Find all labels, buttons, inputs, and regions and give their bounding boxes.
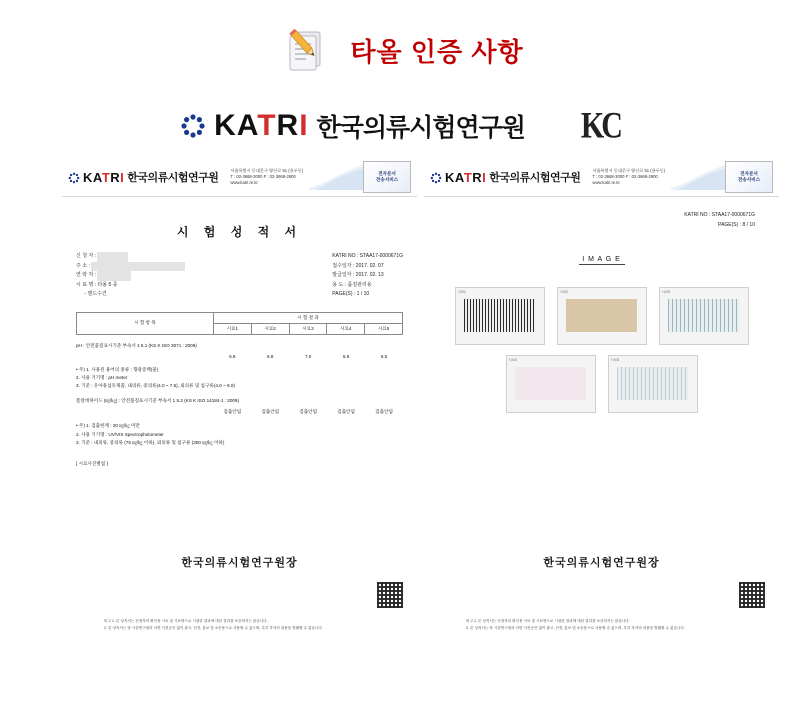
meta-pages: PAGE(S) : 1 / 10: [332, 291, 370, 297]
brand-logo-row: [0, 104, 800, 148]
letterhead-wordmark: KATRI: [83, 169, 125, 185]
image-section-title: I M A G E: [579, 256, 625, 265]
test-row-ph-item: pH : 안전품질표시기준 부속서 1 5.1 (KS K ISO 3071 : 2009): [76, 342, 197, 348]
col-test-item: 시 험 항 목: [77, 312, 214, 334]
meta-issue-date: 발급일자 : 2017. 02. 13: [332, 272, 384, 278]
letterhead-address: [230, 168, 303, 186]
field-value: 타올 5 종: [97, 281, 118, 288]
photo-swatch: [566, 299, 636, 331]
page-title: 타올 인증 사항: [350, 36, 524, 67]
col-sample-3: 시료3: [289, 323, 327, 334]
test-result-table: [76, 312, 403, 335]
letterhead-swoosh-graphic: [671, 162, 727, 190]
note-line: 2. 사용 기기명 : pH meter: [76, 374, 128, 380]
fa-value-1: 검출안됨: [223, 409, 242, 415]
redacted-value: [91, 262, 185, 272]
katri-mark-icon: [430, 171, 442, 183]
report-identifiers: [332, 252, 403, 300]
address-line-2: T : 02-3668-3000 F : 02-3668-2900: [592, 173, 658, 179]
meta-pages: PAGE(S) : 8 / 10: [718, 221, 755, 228]
col-sample-4: 시료4: [327, 323, 365, 334]
note-line: 2. 사용 기기명 : UV/VIS Spectrophotometer: [76, 431, 164, 437]
badge-line-2: 전송서비스: [375, 177, 399, 182]
field-label: 연 락 처: [76, 272, 94, 278]
address-line-1: 서울특별시 동대문구 왕산로 51 (용두동): [230, 167, 304, 173]
footer-notes: [440, 618, 763, 632]
field-address: 주 소 :: [76, 262, 185, 272]
sample-photo-5: [608, 355, 698, 413]
photo-caption: 시료5: [610, 358, 619, 362]
ph-value-1: 6.9: [229, 353, 236, 359]
note-line: 3. 기준 : 내의류, 중의류 (75 ㎎/㎏ 이하), 외의류 및 침구류 (300 ㎎/㎏ 이하): [76, 439, 225, 445]
report-title: 시 험 성 적 서: [176, 225, 303, 239]
meta-purpose: 용 도 : 품질관리용: [332, 281, 372, 288]
meta-value: 2017. 02. 13: [355, 272, 384, 278]
col-sample-1: 시료1: [213, 323, 251, 334]
badge-line-1: 전자문서: [378, 171, 396, 177]
meta-katri-no: KATRI NO : STAA17-0000671G: [332, 253, 403, 259]
test-row-formaldehyde-item: 폼알데하이드 (㎎/㎏) : 안전품질표시기준 부속서 1 5.2 (KS K ISO 14184-1 : 2009): [76, 398, 240, 404]
col-test-result: 시 험 결 과: [213, 312, 402, 323]
address-line-1: 서울특별시 동대문구 왕산로 51 (용두동): [592, 167, 666, 173]
ph-value-2: 6.8: [267, 353, 274, 359]
meta-value: 1 / 10: [356, 291, 370, 297]
meta-value: STAA17-0000671G: [359, 253, 403, 259]
test-report-page-8: [424, 158, 779, 642]
qr-code-icon: [739, 582, 765, 608]
ph-value-4: 6.8: [342, 353, 350, 359]
report-meta-block: [76, 252, 403, 300]
kc-mark-icon: KC: [580, 104, 620, 146]
applicant-fields: [76, 252, 185, 300]
letterhead-address: [592, 168, 665, 186]
fa-value-4: 검출안됨: [337, 409, 355, 415]
badge-line-2: 전송서비스: [737, 177, 761, 182]
field-label: 주 소: [76, 262, 88, 269]
test-row-formaldehyde-values: [76, 407, 403, 417]
letterhead-swoosh-graphic: [309, 162, 365, 190]
photo-swatch: [515, 367, 585, 399]
field-value: - 핸드수건: [84, 291, 107, 297]
photo-swatch: [668, 299, 738, 331]
field-contact: 연 락 처 :: [76, 271, 185, 281]
field-sample-sub: [76, 290, 185, 300]
meta-label: 발급일자: [332, 272, 352, 278]
page1-body: [62, 197, 417, 467]
address-line-3: www.katri.re.kr: [592, 180, 620, 186]
letterhead-korean-name: 한국의류시험연구원: [489, 172, 581, 184]
katri-logo: [180, 108, 525, 144]
test-report-page-1: [62, 158, 417, 642]
footer-note-line: 비고 1. 본 성적서는 신청자의 확인용 시료 및 시료명으로 시험한 결과에 대한 결과를 보증하지는 않습니다.: [104, 619, 268, 624]
meta-value: 8 / 10: [742, 221, 755, 228]
test-row-ph-values: [76, 352, 403, 361]
sample-photo-1: [455, 287, 545, 345]
meta-label: KATRI NO: [332, 253, 356, 259]
redacted-value: [97, 271, 131, 281]
notes-ph: [76, 366, 403, 391]
page-header: [0, 18, 800, 82]
ph-value-5: 6.5: [380, 353, 388, 359]
meta-value: 품질관리용: [347, 281, 372, 288]
fa-value-3: 검출안됨: [299, 409, 318, 415]
photo-caption: 시료3: [661, 290, 670, 294]
address-line-3: www.katri.re.kr: [230, 180, 258, 186]
field-applicant: 신 청 자 :: [76, 252, 185, 262]
field-label: 신 청 자: [76, 253, 94, 259]
field-sample-name: 시 료 명 : 타올 5 종: [76, 281, 118, 288]
meta-value: 2017. 02. 07: [355, 262, 384, 269]
meta-label: KATRI NO: [684, 212, 708, 218]
table-header-row: [77, 312, 403, 323]
sample-photo-3: [659, 287, 749, 345]
signature-name: 한국의류시험연구원장: [543, 557, 660, 570]
letterhead-korean-name: 한국의류시험연구원: [127, 172, 219, 184]
katri-mark-icon: [180, 113, 206, 139]
ph-value-3: 7.0: [304, 353, 312, 359]
katri-korean-name: 한국의류시험연구원: [316, 114, 525, 142]
footer-notes: [78, 618, 401, 632]
document-pencil-icon: [276, 22, 332, 78]
photo-caption: 시료1: [457, 290, 466, 294]
footer-note-line: 2. 본 성적서는 당 시험연구원의 서면 사전승인 없이 광고, 선전, 홍보 및 소송용으로 사용할 수 없으며, 특히 각각의 내용을 발췌할 수 없습니다.: [466, 626, 685, 631]
meta-label: 접수일자: [332, 262, 352, 269]
meta-katri-no: KATRI NO : STAA17-0000671G: [684, 212, 755, 218]
photo-caption: 시료4: [508, 358, 517, 362]
page8-identifiers: [442, 211, 761, 230]
note-line: 3. 기준 : 유아용섬유제품, 내의류, 중의류(4.0 ~ 7.5), 외의류 및 침구류(4.0 ~ 9.0): [76, 383, 235, 389]
field-label: 시 료 명: [76, 281, 94, 288]
page8-letterhead: [424, 158, 779, 197]
meta-received-date: 접수일자 : 2017. 02. 07: [332, 262, 384, 269]
meta-label: 용 도: [332, 281, 344, 288]
meta-value: STAA17-0000671G: [711, 212, 755, 218]
photo-swatch: [617, 367, 687, 399]
qr-code-icon: [377, 582, 403, 608]
electronic-document-badge: [363, 161, 411, 193]
electronic-document-badge: [725, 161, 773, 193]
fa-value-2: 검출안됨: [261, 409, 280, 415]
address-line-2: T : 02-3668-3000 F : 02-3668-2900: [230, 173, 296, 179]
fa-value-5: 검출안됨: [375, 409, 393, 415]
meta-label: PAGE(S): [718, 221, 739, 228]
notes-formaldehyde: [76, 422, 403, 447]
katri-wordmark: KATRI: [214, 109, 309, 142]
col-sample-5: 시료5: [365, 323, 403, 334]
badge-line-1: 전자문서: [740, 171, 758, 177]
page8-body: [424, 197, 779, 413]
signature-name: 한국의류시험연구원장: [181, 557, 298, 570]
redacted-value: [97, 252, 128, 262]
sample-photo-2: [557, 287, 647, 345]
page1-letterhead: [62, 158, 417, 197]
page1-footer: [62, 554, 417, 642]
sample-photo-section-label: [ 시료사진별첨 ]: [76, 461, 108, 467]
letterhead-wordmark: KATRI: [445, 169, 487, 185]
katri-mark-icon: [68, 171, 80, 183]
sample-photo-4: [506, 355, 596, 413]
note-line: • 주) 1. 검출한계 : 20 ㎎/㎏ 미만: [76, 423, 140, 429]
footer-note-line: 2. 본 성적서는 당 시험연구원의 서면 사전승인 없이 광고, 선전, 홍보 및 소송용으로 사용할 수 없으며, 특히 각각의 내용을 발췌할 수 없습니다.: [104, 626, 323, 631]
footer-note-line: 비고 1. 본 성적서는 신청자의 확인용 시료 및 시료명으로 시험한 결과에 대한 결과를 보증하지는 않습니다.: [466, 619, 630, 624]
photo-swatch: [464, 299, 534, 331]
letterhead-logo: [68, 169, 218, 185]
meta-label: PAGE(S): [332, 291, 353, 297]
col-sample-2: 시료2: [251, 323, 289, 334]
note-line: • 주) 1. 사용된 용어의 종류 : 형광증백(물): [76, 366, 159, 372]
sample-photo-grid: [442, 287, 761, 413]
photo-caption: 시료2: [559, 290, 568, 294]
page8-footer: [424, 554, 779, 642]
letterhead-logo: [430, 169, 580, 185]
